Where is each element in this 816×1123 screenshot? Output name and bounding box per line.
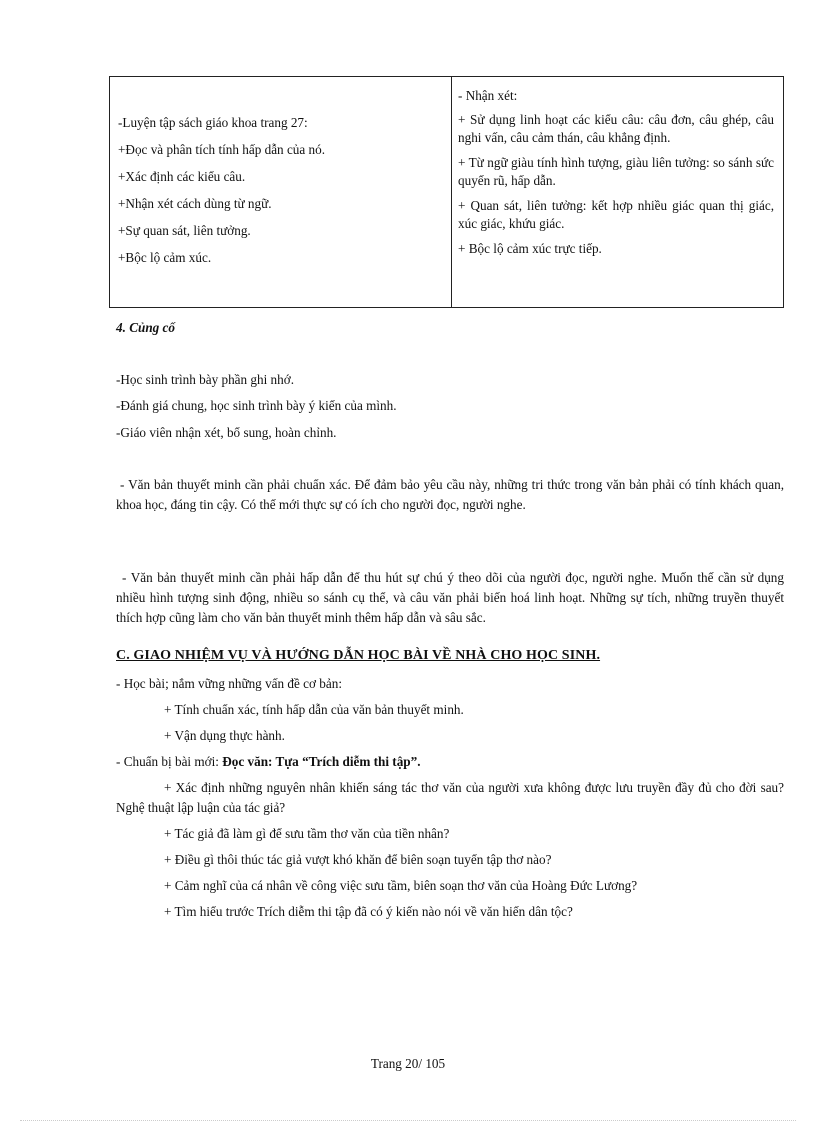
table-right-line: + Quan sát, liên tưởng: kết hợp nhiều giác quan thị giác, xúc giác, khứu giác. — [458, 198, 774, 231]
homework-line: - Học bài; nắm vững những vấn đề cơ bản: — [116, 676, 342, 691]
new-lesson-title: Đọc văn: Tựa “Trích diễm thi tập”. — [222, 754, 421, 769]
table-left-line: +Đọc và phân tích tính hấp dẫn của nó. — [118, 142, 326, 157]
page-divider — [20, 1120, 796, 1121]
table-left-line: -Luyện tập sách giáo khoa trang 27: — [118, 115, 308, 130]
table-left-line: +Sự quan sát, liên tưởng. — [118, 223, 251, 238]
table-left-line: +Nhận xét cách dùng từ ngữ. — [118, 196, 272, 211]
table-right-line: + Bộc lộ cảm xúc trực tiếp. — [458, 241, 602, 256]
paragraph-accuracy: - Văn bản thuyết minh cần phải chuẩn xác. Để đảm bảo yêu cầu này, những tri thức trong văn bản phải có tính khách quan, khoa học, đáng tin cậy. Có thế mới thực sự có ích cho người đọc, người nghe. — [116, 477, 784, 512]
question-item: + Cảm nghĩ của cá nhân về công việc sưu tầm, biên soạn thơ văn của Hoàng Đức Lương? — [164, 878, 638, 893]
paragraph-appeal: - Văn bản thuyết minh cần phải hấp dẫn để thu hút sự chú ý theo dõi của người đọc, người nghe. Muốn thế cần sử dụng nhiều hình tượng sinh động, nhiều so sánh cụ thể, và câu văn phải biến hoá linh hoạt. Những sự tích, những truyền thuyết thích hợp cũng làm cho văn bản thuyết minh thêm hấp dẫn và sâu sắc. — [116, 570, 784, 625]
question-item: + Tìm hiểu trước Trích diễm thi tập đã có ý kiến nào nói về văn hiến dân tộc? — [164, 904, 573, 919]
section-4-heading: 4. Củng cố — [116, 320, 175, 335]
table-left-line: +Bộc lộ cảm xúc. — [118, 250, 212, 265]
page-number: Trang 20/ 105 — [370, 1056, 446, 1071]
table-right-line: + Sử dụng linh hoạt các kiểu câu: câu đơn, câu ghép, câu nghi vấn, câu cảm thán, câu khẳng định. — [458, 112, 774, 145]
exercise-table — [109, 76, 784, 308]
table-right-line: - Nhận xét: — [458, 88, 518, 103]
new-lesson-prefix: - Chuẩn bị bài mới: — [116, 754, 223, 769]
homework-subitem: + Tính chuẩn xác, tính hấp dẫn của văn bản thuyết minh. — [164, 702, 464, 717]
new-lesson-line — [116, 754, 421, 770]
question-item: + Xác định những nguyên nhân khiến sáng tác thơ văn của người xưa không được lưu truyền đầy đủ cho đời sau? Nghệ thuật lập luận của tác giả? — [116, 780, 784, 815]
table-left-cell — [110, 77, 452, 307]
question-item: + Tác giả đã làm gì để sưu tầm thơ văn của tiền nhân? — [164, 826, 450, 841]
section-4-line: -Đánh giá chung, học sinh trình bày ý kiến của mình. — [116, 398, 397, 413]
section-4-line: -Học sinh trình bày phần ghi nhớ. — [116, 372, 295, 387]
homework-subitem: + Vận dụng thực hành. — [164, 728, 285, 743]
section-c-heading: C. GIAO NHIỆM VỤ VÀ HƯỚNG DẪN HỌC BÀI VỀ NHÀ CHO HỌC SINH. — [116, 648, 601, 663]
question-item: + Điều gì thôi thúc tác giả vượt khó khăn để biên soạn tuyển tập thơ nào? — [164, 852, 552, 867]
section-4-line: -Giáo viên nhận xét, bổ sung, hoàn chỉnh. — [116, 425, 337, 440]
table-left-line: +Xác định các kiểu câu. — [118, 169, 246, 184]
table-right-cell — [452, 77, 783, 307]
table-right-line: + Từ ngữ giàu tính hình tượng, giàu liên tưởng: so sánh sức quyến rũ, hấp dẫn. — [458, 155, 774, 188]
